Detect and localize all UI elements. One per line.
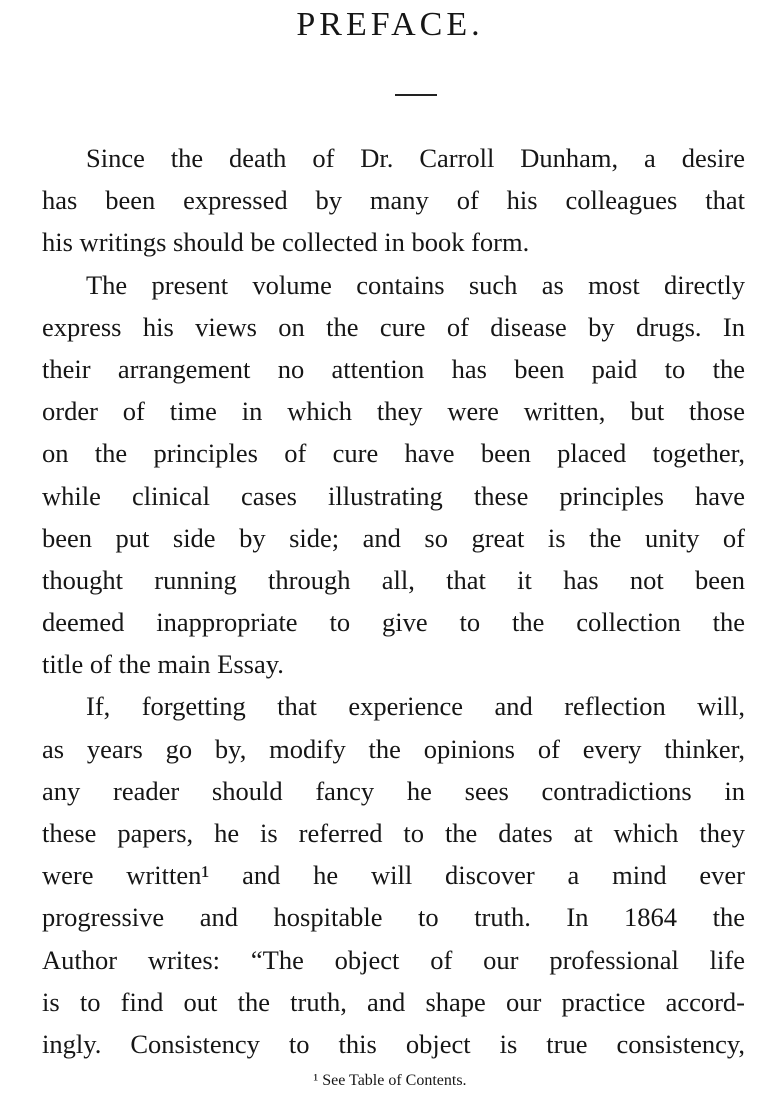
title-divider <box>395 94 437 96</box>
text-line: Since the death of Dr. Carroll Dunham, a desire <box>86 143 745 173</box>
text-line: Author writes: “The object of our professional life <box>42 944 745 975</box>
page-title: PREFACE. <box>296 6 484 43</box>
text-line: order of time in which they were written, but those <box>42 396 745 427</box>
text-line: any reader should fancy he sees contradictions in <box>42 775 745 806</box>
text-line: his writings should be collected in book form. <box>42 227 530 258</box>
text-line: deemed inappropriate to give to the collection the <box>42 607 745 638</box>
text-line: express his views on the cure of disease by drugs. In <box>42 311 745 342</box>
text-line: their arrangement no attention has been paid to the <box>42 353 745 384</box>
text-line: ingly. Consistency to this object is true consistency, <box>42 1028 745 1059</box>
text-line: thought running through all, that it has not been <box>42 564 745 595</box>
text-line: these papers, he is referred to the dates at which they <box>42 818 745 848</box>
text-line: progressive and hospitable to truth. In 1864 the <box>42 902 745 933</box>
text-line: If, forgetting that experience and reflection will, <box>86 691 745 722</box>
text-line: been put side by side; and so great is the unity of <box>42 522 745 553</box>
text-line: were written¹ and he will discover a mind ever <box>42 860 745 891</box>
text-line: on the principles of cure have been placed together, <box>42 438 745 469</box>
footnote: ¹ See Table of Contents. <box>313 1072 467 1089</box>
text-line: as years go by, modify the opinions of every thinker, <box>42 733 745 764</box>
text-line: while clinical cases illustrating these principles have <box>42 480 745 511</box>
text-line: title of the main Essay. <box>42 649 284 680</box>
text-line: The present volume contains such as most directly <box>86 269 745 300</box>
text-line: has been expressed by many of his colleagues that <box>42 185 745 216</box>
preface-body <box>42 137 745 1065</box>
text-line: is to find out the truth, and shape our practice accord- <box>42 986 745 1017</box>
